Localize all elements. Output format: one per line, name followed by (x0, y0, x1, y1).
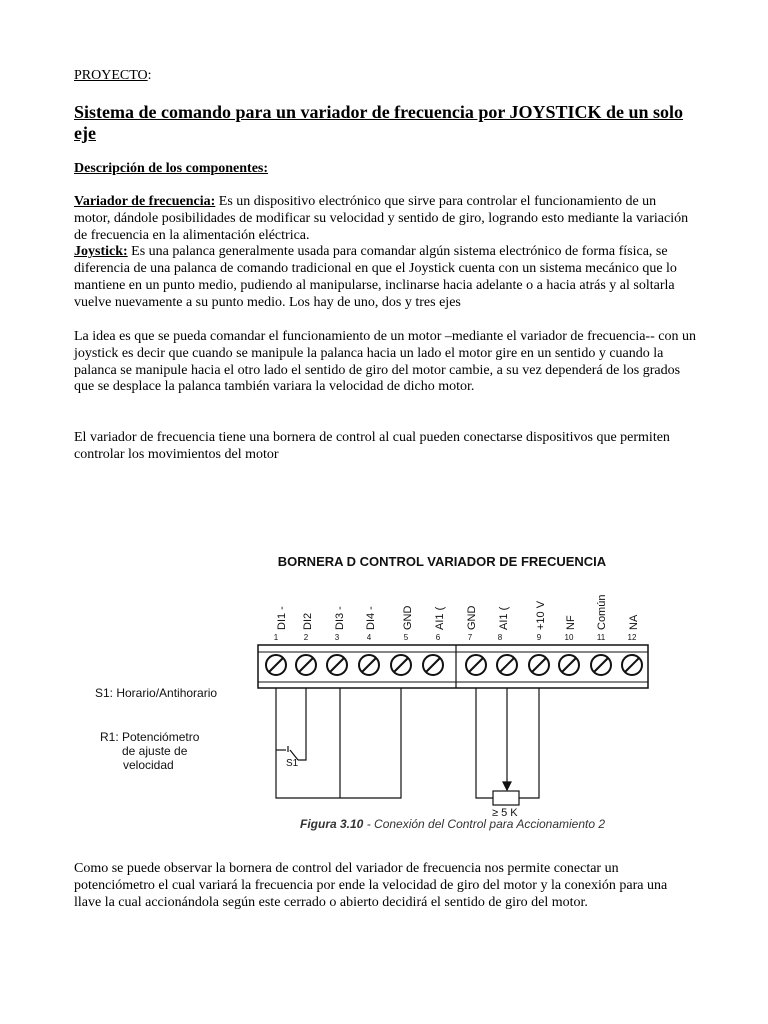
page-title: Sistema de comando para un variador de frecuencia por JOYSTICK de un solo eje (74, 102, 684, 143)
terminal-screw-4 (359, 655, 379, 675)
legend-r1-line1: R1: Potenciómetro (100, 730, 200, 744)
variador-label: Variador de frecuencia: (74, 194, 216, 209)
terminal-screw-11 (591, 655, 611, 675)
terminal-screws (266, 655, 642, 675)
terminal-label-3: DI3 - (334, 606, 346, 630)
terminal-label-10: NF (565, 615, 577, 630)
figure-caption-text: - Conexión del Control para Accionamiento 2 (363, 817, 606, 831)
terminal-label-2: DI2 (302, 612, 314, 630)
terminal-screw-1 (266, 655, 286, 675)
potentiometer-label: ≥ 5 K (492, 807, 518, 819)
terminal-screw-6 (423, 655, 443, 675)
terminal-number-8: 8 (497, 633, 503, 642)
wiper-arrow (503, 782, 511, 790)
terminal-label-11: Común (596, 594, 608, 630)
terminal-screw-8 (497, 655, 517, 675)
terminal-number-10: 10 (564, 633, 574, 642)
figure-title: BORNERA D CONTROL VARIADOR DE FRECUENCIA (277, 554, 607, 569)
terminal-label-9: +10 V (535, 600, 547, 630)
terminal-label-12: NA (628, 614, 640, 630)
figure-caption-number: Figura 3.10 (300, 817, 364, 831)
terminal-label-6: AI1 ( (434, 606, 446, 630)
terminal-number-12: 12 (627, 633, 637, 642)
terminal-screw-2 (296, 655, 316, 675)
project-label-colon: : (147, 68, 152, 83)
terminal-numbers (274, 633, 637, 642)
terminal-number-3: 3 (334, 633, 340, 642)
components-heading: Descripción de los componentes: (74, 161, 269, 176)
terminal-label-7: GND (466, 605, 478, 630)
wire-gnd (476, 688, 493, 798)
terminal-number-2: 2 (303, 633, 309, 642)
project-label-text: PROYECTO (74, 68, 148, 83)
terminal-label-1: DI1 - (276, 606, 288, 630)
conclusion-paragraph: Como se puede observar la bornera de control del variador de frecuencia nos permite conectar un potenciómetro el cual variará la frecuencia por ende la velocidad de giro del motor y la conexión para una llave la cual accionándola según este cerrado o abierto decidirá el sentido de giro del motor. (74, 861, 668, 910)
legend-r1-line2: de ajuste de (122, 744, 188, 758)
terminal-screw-5 (391, 655, 411, 675)
wire-10v (519, 688, 539, 798)
terminal-number-5: 5 (403, 633, 409, 642)
joystick-label: Joystick: (74, 244, 128, 260)
terminal-number-11: 11 (596, 633, 606, 642)
terminal-labels (276, 595, 640, 630)
terminal-number-7: 7 (467, 633, 473, 642)
joystick-text: Es una palanca generalmente usada para comandar algún sistema electrónico de forma física, se diferencia de una palanca de comando tradicional en que el Joystick cuenta con un sistema mecánico que lo mantiene en un punto medio, pudiendo al manipularse, inclinarse hacia adelante o a hacia atrás y al soltarla vuelve nuevamente a su punto medio. Los hay de uno, dos y tres ejes (74, 244, 677, 310)
terminal-screw-3 (327, 655, 347, 675)
terminal-screw-9 (529, 655, 549, 675)
bornera-paragraph: El variador de frecuencia tiene una bornera de control al cual pueden conectarse dispositivos que permiten controlar los movimientos del motor (74, 430, 670, 462)
terminal-screw-12 (622, 655, 642, 675)
wire-di2 (298, 688, 306, 760)
terminal-screw-10 (559, 655, 579, 675)
wire-common-loop (276, 688, 401, 798)
terminal-label-8: AI1 ( (498, 606, 510, 630)
variador-text: Es un dispositivo electrónico que sirve para controlar el funcionamiento de un motor, dándole posibilidades de modificar su velocidad y sentido de giro, logrando esto mediante la variación de frecuencia en la alimentación eléctrica. (74, 194, 689, 243)
idea-paragraph: La idea es que se pueda comandar el funcionamiento de un motor –mediante el variador de frecuencia-- con un joystick es decir que cuando se manipule la palanca hacia un lado el motor gire en un sentido y cuando la palanca se manipule hacia el otro lado el sentido de giro del motor cambie, a su vez dependerá de los grados que se desplace la palanca también variara la velocidad de dicho motor. (74, 329, 696, 395)
terminal-number-4: 4 (366, 633, 372, 642)
figure-caption (300, 817, 605, 831)
terminal-number-6: 6 (435, 633, 441, 642)
potentiometer-r1 (493, 791, 519, 805)
terminal-screw-7 (466, 655, 486, 675)
terminal-label-5: GND (402, 605, 414, 630)
terminal-number-1: 1 (273, 633, 279, 642)
terminal-label-4: DI4 - (365, 606, 377, 630)
terminal-number-9: 9 (536, 633, 542, 642)
switch-s1-label: S1 (286, 758, 299, 769)
wiring (276, 688, 539, 805)
legend-r1-line3: velocidad (123, 758, 174, 772)
legend-s1: S1: Horario/Antihorario (95, 686, 218, 700)
